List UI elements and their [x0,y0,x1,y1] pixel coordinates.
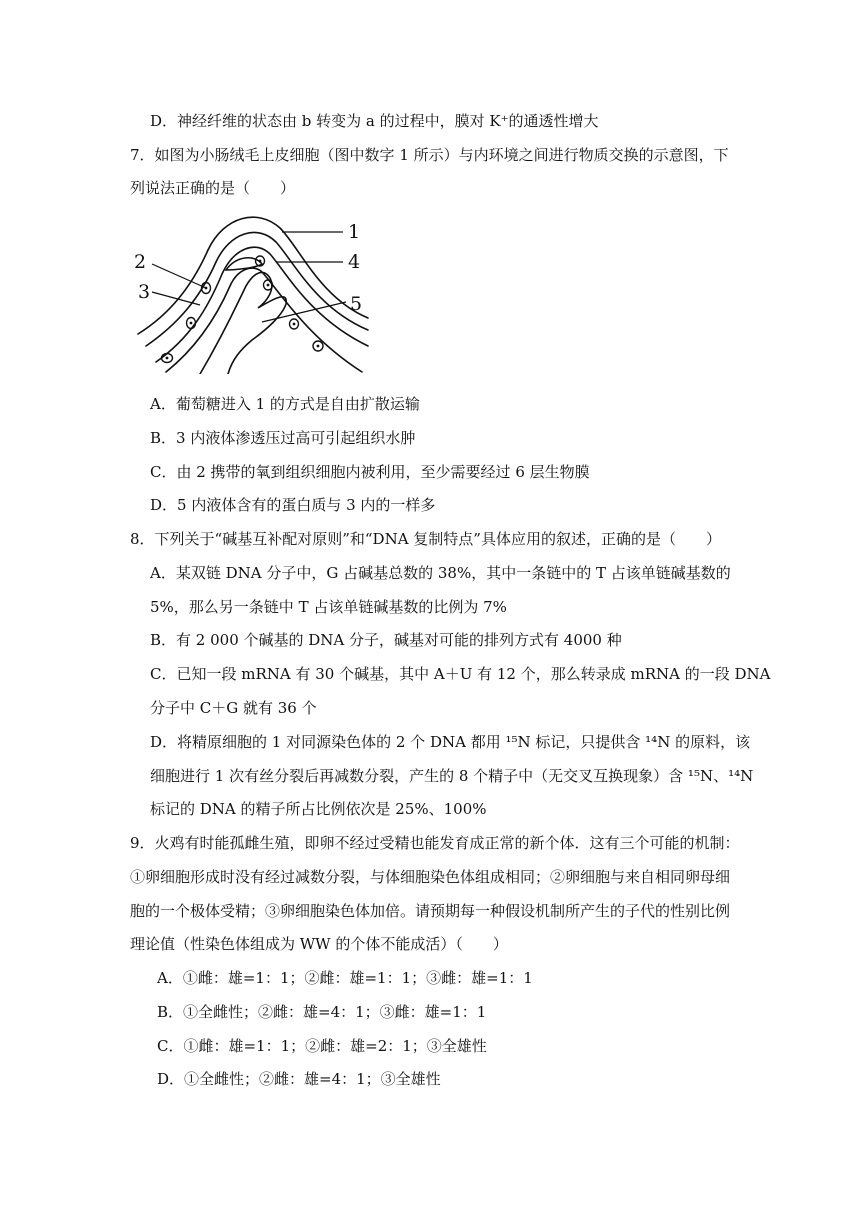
q8-option-a-line-2: 5%，那么另一条链中 T 占该单链碱基数的比例为 7% [150,598,507,616]
q9-stem-line-4: 理论值（性染色体组成为 WW 的个体不能成活）（ ） [130,935,508,953]
q9-stem-line-1: 9．火鸡有时能孤雌生殖，即卵不经过受精也能发育成正常的新个体．这有三个可能的机制： [130,834,740,852]
q7-stem-line-2: 列说法正确的是（ ） [130,179,296,197]
leader-line-3 [152,292,200,305]
q9-option-a: A．①雌：雄=1：1；②雌：雄=1：1；③雌：雄=1：1 [157,969,533,987]
villus-diagram [130,206,370,374]
figure-label-3: 3 [138,281,151,303]
figure-label-5: 5 [350,293,363,315]
q9-option-b: B．①全雌性；②雌：雄=4：1；③雌：雄=1：1 [157,1003,487,1021]
q8-option-c-line-2: 分子中 C＋G 就有 36 个 [150,699,317,717]
q8-option-a-line-1: A．某双链 DNA 分子中，G 占碱基总数的 38%，其中一条链中的 T 占该单链碱基数的 [150,564,731,582]
leader-line-2 [152,264,206,288]
q9-stem-line-3: 胞的一个极体受精；③卵细胞染色体加倍。请预期每一种假设机制所产生的子代的性别比例 [130,902,731,920]
q8-option-c-line-1: C．已知一段 mRNA 有 30 个碱基，其中 A＋U 有 12 个，那么转录成 mRNA 的一段 DNA [150,665,771,683]
leader-line-5 [262,302,346,322]
q8-stem: 8．下列关于“碱基互补配对原则”和“DNA 复制特点”具体应用的叙述，正确的是（ ） [130,530,721,548]
q7-option-d: D．5 内液体含有的蛋白质与 3 内的一样多 [150,496,436,514]
figure-label-4: 4 [348,251,361,273]
q8-option-d-line-3: 标记的 DNA 的精子所占比例依次是 25%、100% [150,800,487,818]
q8-option-d-line-2: 细胞进行 1 次有丝分裂后再减数分裂，产生的 8 个精子中（无交叉互换现象）含 ¹⁵N、¹⁴N [150,767,754,785]
figure-label-1: 1 [348,221,361,243]
q9-option-d: D．①全雌性；②雌：雄=4：1；③全雄性 [157,1070,441,1088]
figure-label-2: 2 [134,251,147,273]
q9-option-c: C．①雌：雄=1：1；②雌：雄=2：1；③全雄性 [157,1037,487,1055]
q9-stem-line-2: ①卵细胞形成时没有经过减数分裂，与体细胞染色体组成相同；②卵细胞与来自相同卵母细 [130,868,731,886]
epithelium-inner-line [146,232,368,346]
q7-stem-line-1: 7．如图为小肠绒毛上皮细胞（图中数字 1 所示）与内环境之间进行物质交换的示意图，下 [130,146,729,164]
q6-option-d: D．神经纤维的状态由 b 转变为 a 的过程中，膜对 K⁺的通透性增大 [150,112,599,130]
q7-option-b: B．3 内液体渗透压过高可引起组织水肿 [150,429,416,447]
q7-option-c: C．由 2 携带的氧到组织细胞内被利用，至少需要经过 6 层生物膜 [150,463,590,481]
q7-option-a: A．葡萄糖进入 1 的方式是自由扩散运输 [150,395,420,413]
lacteal-lumen [200,272,286,374]
q8-option-d-line-1: D．将精原细胞的 1 对同源染色体的 2 个 DNA 都用 ¹⁵N 标记，只提供含 ¹⁴N 的原料，该 [150,733,751,751]
q8-option-b: B．有 2 000 个碱基的 DNA 分子，碱基对可能的排列方式有 4000 种 [150,631,622,649]
